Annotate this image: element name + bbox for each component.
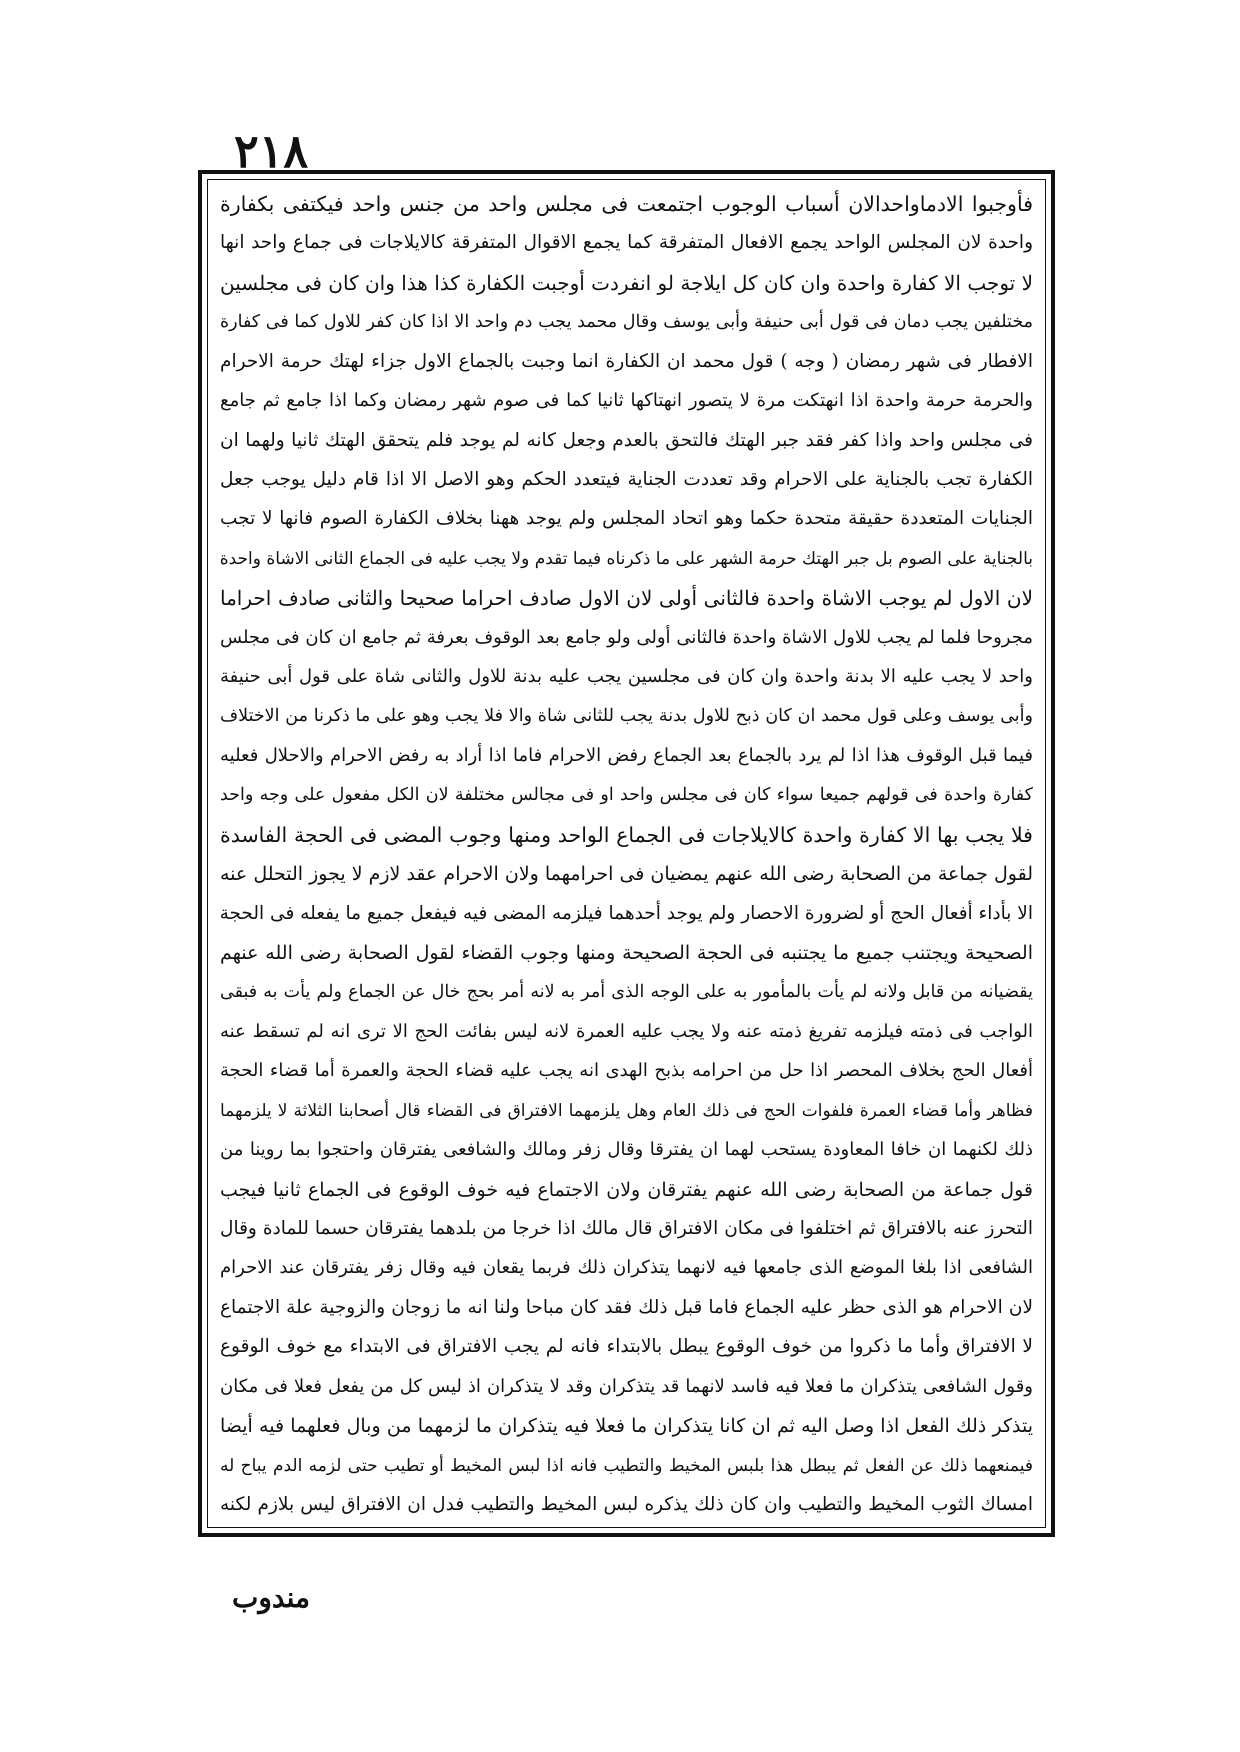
text-line: مجروحا فلما لم يجب للاول الاشاة واحدة فالثانى أولى ولو جامع بعد الوقوف بعرفة ثم جامع ان كان فى مجلس bbox=[220, 626, 1033, 648]
text-line: فيمنعهما ذلك عن الفعل ثم يبطل هذا بلبس المخيط والتطيب فانه اذا لبس المخيط أو تطيب حتى لزمه الدم يباح له bbox=[220, 1455, 1033, 1476]
text-line: لا الافتراق وأما ما ذكروا من خوف الوقوع يبطل بالابتداء فانه لم يجب الافتراق فى الابتداء مع خوف الوقوع bbox=[220, 1336, 1033, 1358]
text-line: ذلك لكنهما ان خافا المعاودة يستحب لهما ان يفترقا وقال زفر ومالك والشافعى يفترقان واحتجوا بما روينا من bbox=[220, 1139, 1033, 1161]
text-line: الا بأداء أفعال الحج أو لضرورة الاحصار ولم يوجد أحدهما فيلزمه المضى فيه فيفعل جميع ما يفعله فى الحجة bbox=[220, 902, 1033, 924]
text-line: الصحيحة ويجتنب جميع ما يجتنبه فى الحجة الصحيحة ومنها وجوب القضاء لقول الصحابة رضى الله عنهم bbox=[220, 942, 1033, 965]
page-number: ٢١٨ bbox=[234, 124, 309, 178]
text-line: وقول الشافعى يتذكران ما فعلا فيه فاسد لانهما قد يتذكران وقد لا يتذكران اذ ليس كل من يفعل فعلا فى مكان bbox=[220, 1375, 1033, 1397]
text-line: فى مجلس واحد واذا كفر فقد جبر الهتك فالتحق بالعدم وجعل كانه لم يوجد فلم يتحقق الهتك ثانيا ولهما ان bbox=[220, 429, 1033, 451]
text-line: امساك الثوب المخيط والتطيب وان كان ذلك يذكره لبس المخيط والتطيب فدل ان الافتراق ليس بلازم لكنه bbox=[220, 1493, 1033, 1515]
text-line: لان الاحرام هو الذى حظر عليه الجماع فاما قبل ذلك فقد كان مباحا ولنا انه ما زوجان والزوجية علة الاجتماع bbox=[220, 1296, 1033, 1318]
text-line: يتذكر ذلك الفعل اذا وصل اليه ثم ان كانا يتذكران ما فعلا فيه يتذكران ما لزمهما من وبال فعلهما فيه أيضا bbox=[220, 1415, 1033, 1438]
main-text bbox=[220, 188, 1033, 1521]
text-line: واحد لا يجب عليه الا بدنة واحدة وان كان فى مجلسين يجب عليه بدنة للاول والثانى شاة على قول أبى حنيفة bbox=[220, 666, 1033, 688]
text-line: يقضيانه من قابل ولانه لم يأت بالمأمور به على الوجه الذى أمر به لانه أمر بحج خال عن الجماع ولم يأت به فبقى bbox=[220, 982, 1033, 1003]
text-line: الواجب فى ذمته فيلزمه تفريغ ذمته عنه ولا يجب عليه العمرة لانه ليس بفائت الحج الا ترى انه لم تسقط عنه bbox=[220, 1020, 1033, 1042]
text-line: الكفارة تجب بالجناية على الاحرام وقد تعددت الجناية فيتعدد الحكم وهو الاصل الا اذا قام دليل يوجب جعل bbox=[220, 468, 1033, 490]
text-line: أفعال الحج بخلاف المحصر اذا حل من احرامه بذبح الهدى انه يجب عليه قضاء الحجة والعمرة أما قضاء الحجة bbox=[220, 1060, 1033, 1082]
page-border bbox=[198, 170, 1055, 1537]
inner-border bbox=[207, 179, 1046, 1528]
text-line: وأبى يوسف وعلى قول محمد ان كان ذبح للاول بدنة يجب للثانى شاة والا فلا يجب وهو على ما ذكرنا من الاختلاف bbox=[220, 706, 1033, 727]
text-line: الافطار فى شهر رمضان ( وجه ) قول محمد ان الكفارة انما وجبت بالجماع الاول جزاء لهتك حرمة الاحرام bbox=[220, 350, 1033, 372]
text-line: فظاهر وأما قضاء العمرة فلفوات الحج فى ذلك العام وهل يلزمهما الافتراق فى القضاء قال أصحابنا الثلاثة لا يلزمهما bbox=[220, 1100, 1033, 1121]
text-line: لقول جماعة من الصحابة رضى الله عنهم يمضيان فى احرامهما ولان الاحرام عقد لازم لا يجوز التحلل عنه bbox=[220, 863, 1033, 886]
text-line: كفارة واحدة فى قولهم جميعا سواء كان فى مجلس واحد او فى مجالس مختلفة لان الكل مفعول على وجه واحد bbox=[220, 785, 1033, 806]
text-line: الشافعى اذا بلغا الموضع الذى جامعها فيه لانهما يتذكران ذلك فربما يقعان فيه وقال زفر يفترقان عند الاحرام bbox=[220, 1257, 1033, 1279]
text-line: فيما قبل الوقوف هذا اذا لم يرد بالجماع بعد الجماع رفض الاحرام فاما اذا أراد به رفض الاحرام والاحلال فعليه bbox=[220, 744, 1033, 766]
text-line: التحرز عنه بالافتراق ثم اختلفوا فى مكان الافتراق قال مالك اذا خرجا من بلدهما يفترقان حسما للمادة وقال bbox=[220, 1217, 1033, 1239]
text-line: الجنايات المتعددة حقيقة متحدة حكما وهو اتحاد المجلس ولم يوجد ههنا بخلاف الكفارة الصوم فانها لا تجب bbox=[220, 508, 1033, 530]
text-line: والحرمة حرمة واحدة اذا انهتكت مرة لا يتصور انهتاكها ثانيا كما فى صوم شهر رمضان وكما اذا جامع ثم جامع bbox=[220, 390, 1033, 412]
text-line: قول جماعة من الصحابة رضى الله عنهم يفترقان ولان الاجتماع فيه خوف الوقوع فى الجماع ثانيا فيجب bbox=[220, 1178, 1033, 1201]
text-line: فأوجبوا الادماواحدالان أسباب الوجوب اجتمعت فى مجلس واحد من جنس واحد فيكتفى بكفارة bbox=[220, 192, 1033, 216]
text-line: لا توجب الا كفارة واحدة وان كان كل ايلاجة لو انفردت أوجبت الكفارة كذا هذا وان كان فى مجلسين bbox=[220, 270, 1033, 295]
text-line: بالجناية على الصوم بل جبر الهتك حرمة الشهر على ما ذكرناه فيما تقدم ولا يجب عليه فى الجماع الثانى الاشاة واحدة bbox=[220, 548, 1033, 569]
text-line: فلا يجب بها الا كفارة واحدة كالايلاجات فى الجماع الواحد ومنها وجوب المضى فى الحجة الفاسدة bbox=[220, 822, 1033, 847]
text-line: لان الاول لم يوجب الاشاة واحدة فالثانى أولى لان الاول صادف احراما صحيحا والثانى صادف احراما bbox=[220, 586, 1033, 611]
text-line: مختلفين يجب دمان فى قول أبى حنيفة وأبى يوسف وقال محمد يجب دم واحد الا اذا كان كفر للاول كما فى كفارة bbox=[220, 312, 1033, 333]
catchword: مندوب bbox=[232, 1581, 311, 1614]
text-line: واحدة لان المجلس الواحد يجمع الافعال المتفرقة كما يجمع الاقوال المتفرقة كالايلاجات فى جماع واحد انها bbox=[220, 232, 1033, 254]
